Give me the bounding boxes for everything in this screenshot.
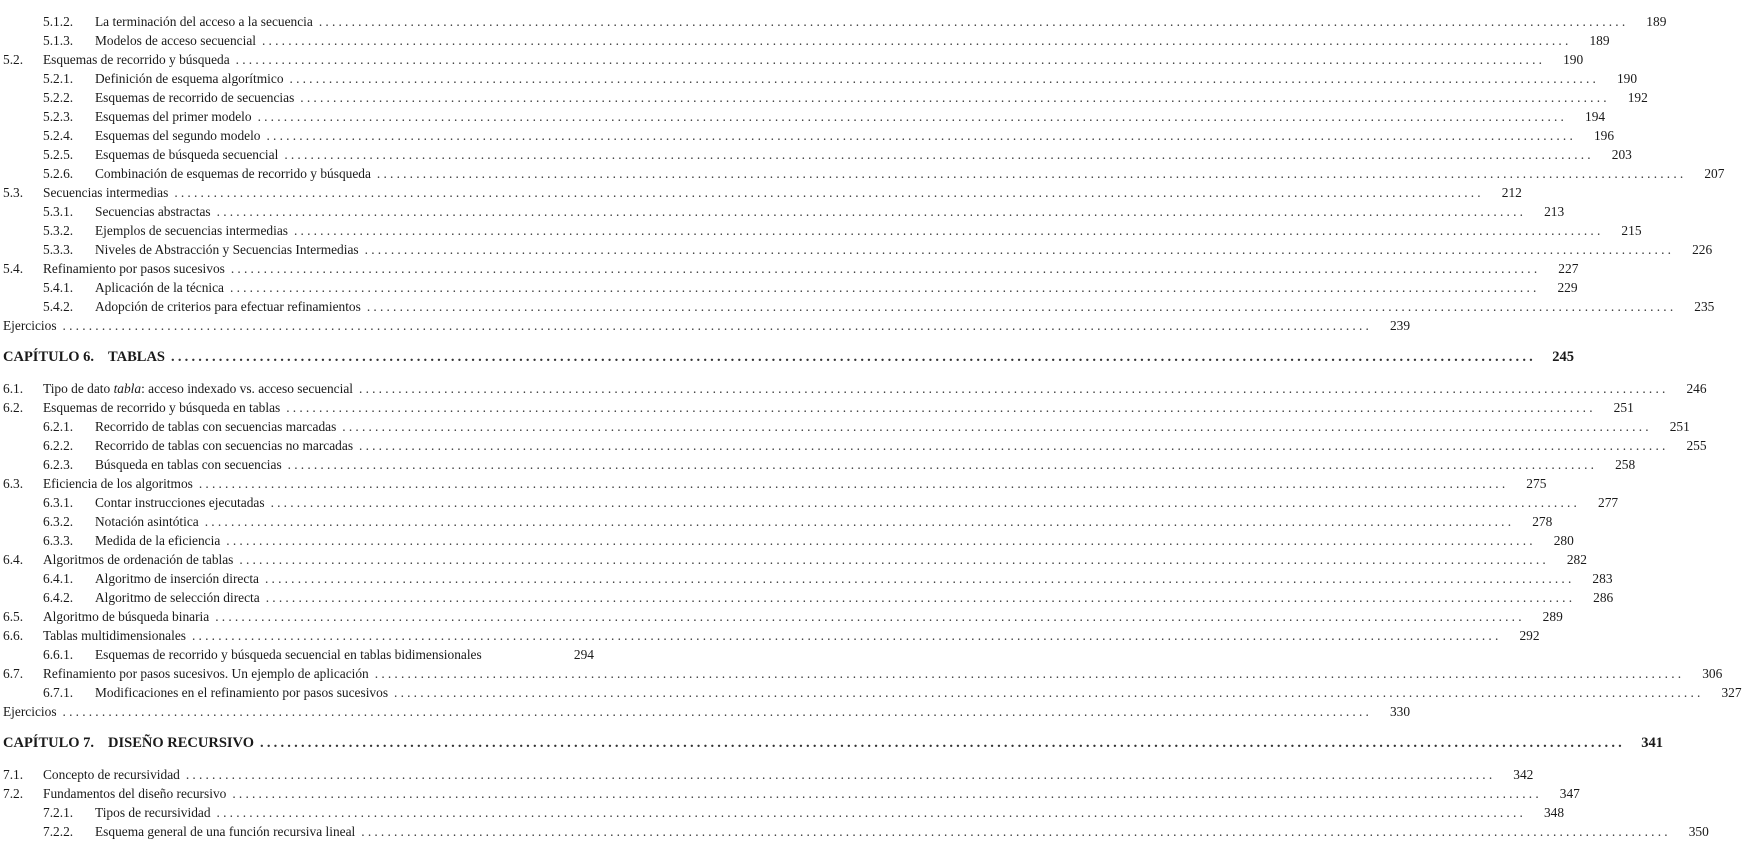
section-number: 6.2. [3,400,24,415]
page-number: 342 [1513,767,1534,782]
dot-leader: ........................................................................................................................................................................................................ [289,71,1600,86]
toc-entry [0,164,1725,183]
page-number: 275 [1526,476,1547,491]
chapter-label: CAPÍTULO 6. [3,349,95,365]
page-number: 350 [1688,824,1709,839]
toc-entry [0,607,1563,626]
dot-leader: ........................................................................................................................................................................................................ [364,242,1675,257]
title-text: Definición de esquema algorítmico [95,71,284,86]
section-title [95,512,199,531]
dot-leader: ........................................................................................................................................................................................................ [376,166,1687,181]
title-text: Algoritmo de selección directa [95,590,260,605]
title-text: Ejercicios [3,704,57,719]
section-number: 5.4.1. [43,280,74,295]
section-number: 6.4. [3,552,24,567]
title-text: Búsqueda en tablas con secuencias [95,457,282,472]
toc-entry [0,69,1638,88]
page-number: 194 [1585,109,1606,124]
dot-leader: ........................................................................................................................................................................................................ [359,381,1669,396]
dot-leader: ........................................................................................................................................................................................................ [174,185,1484,200]
title-text: Ejercicios [3,318,57,333]
section-number: 6.7. [3,666,24,681]
chapter-title [3,348,165,367]
section-number: 6.4.1. [43,571,74,586]
title-text: Fundamentos del diseño recursivo [43,786,227,801]
toc-entry [0,88,1648,107]
section-title [95,202,211,221]
section-number: 6.6.1. [43,647,74,662]
chapter-heading [0,734,1663,753]
title-text: Recorrido de tablas con secuencias no marcadas [95,438,354,453]
section-number: 5.3.2. [43,223,74,238]
dot-leader: ........................................................................................................................................................................................................ [342,419,1652,434]
exercises-entry [0,702,1411,721]
toc-entry [0,822,1709,841]
section-number: 6.7.1. [43,685,74,700]
section-title [43,183,168,202]
dot-leader: ........................................................................................................................................................................................................ [204,514,1515,529]
title-text: La terminación del acceso a la secuencia [95,14,313,29]
dot-leader: ........................................................................................................................................................................................................ [226,533,1536,548]
title-text: Contar instrucciones ejecutadas [95,495,265,510]
toc-entry [0,765,1534,784]
page-number: 286 [1593,590,1614,605]
dot-leader: ........................................................................................................................................................................................................ [215,609,1525,624]
toc-entry [0,455,1636,474]
page-number: 227 [1558,261,1579,276]
section-number: 6.2.1. [43,419,74,434]
dot-leader: ........................................................................................................................................................................................................ [239,552,1549,567]
title-emphasis: tabla [113,381,142,396]
section-title [95,588,260,607]
dot-leader: ........................................................................................................................................................................................................ [374,666,1685,681]
title-text: Esquemas del segundo modelo [95,128,261,143]
page-number: 203 [1611,147,1632,162]
dot-leader: ........................................................................................................................................................................................................ [185,767,1496,782]
section-number: 7.2. [3,786,24,801]
title-text: Esquemas del primer modelo [95,109,252,124]
page-number: 251 [1669,419,1690,434]
section-title [95,278,224,297]
section-title [43,50,230,69]
toc-entry [0,626,1540,645]
dot-leader: ........................................................................................................................................................................................................ [264,571,1575,586]
section-title [95,240,359,259]
toc-entry [0,664,1723,683]
title-text: Secuencias intermedias [43,185,169,200]
dot-leader: ........................................................................................................................................................................................................ [257,109,1568,124]
section-number: 5.2.3. [43,109,74,124]
page-number: 190 [1616,71,1638,86]
chapter-heading [0,348,1574,367]
dot-leader: ........................................................................................................................................................................................................ [366,299,1677,314]
dot-leader: ........................................................................................................................................................................................................ [300,90,1610,105]
page-number: 207 [1704,166,1725,181]
section-number: 5.2.6. [43,166,74,181]
title-text: Ejemplos de secuencias intermedias [95,223,288,238]
toc-entry [0,417,1690,436]
section-title [43,664,369,683]
page-number: 282 [1566,552,1587,567]
toc-entry [0,202,1565,221]
page-number: 258 [1615,457,1636,472]
dot-leader [488,645,556,664]
toc-entry [0,683,1742,702]
page-number: 280 [1553,533,1574,548]
page-number: 226 [1692,242,1713,257]
dot-leader: ........................................................................................................................................................................................................ [216,204,1527,219]
toc-entry [0,512,1553,531]
section-title [95,12,313,31]
dot-leader: ........................................................................................................................................................................................................ [216,805,1527,820]
page-number: 212 [1501,185,1522,200]
dot-leader: ........................................................................................................................................................................................................ [293,223,1604,238]
section-number: 7.2.2. [43,824,74,839]
dot-leader: ........................................................................................................................................................................................................ [284,147,1594,162]
section-title [95,107,252,126]
exercises-entry [0,316,1411,335]
toc-entry [0,588,1614,607]
section-title [95,645,482,664]
section-title [95,297,361,316]
page-number: 292 [1519,628,1540,643]
page-number: 215 [1621,223,1642,238]
section-title [43,626,186,645]
toc-entry [0,12,1667,31]
toc-entry [0,493,1619,512]
section-title [95,569,259,588]
toc-entry [0,784,1580,803]
page-number: 277 [1598,495,1619,510]
page-number: 306 [1702,666,1723,681]
section-number: 5.3. [3,185,24,200]
section-title [95,822,355,841]
title-text: Esquemas de recorrido de secuencias [95,90,295,105]
section-number: 6.3.3. [43,533,74,548]
section-number: 5.3.3. [43,242,74,257]
section-number: 6.2.2. [43,438,74,453]
toc-entry [0,803,1565,822]
page-number: 283 [1592,571,1613,586]
page-number: 289 [1542,609,1563,624]
section-title [43,784,226,803]
toc-entry [0,240,1713,259]
title-text: Aplicación de la técnica [95,280,225,295]
title-text: Secuencias abstractas [95,204,211,219]
title-text: Modificaciones en el refinamiento por pasos sucesivos [95,685,389,700]
dot-leader: ........................................................................................................................................................................................................ [230,280,1540,295]
section-title [95,803,211,822]
title-text: Concepto de recursividad [43,767,180,782]
toc-entry [0,50,1584,69]
section-title [95,493,265,512]
section-number: 7.2.1. [43,805,74,820]
title-text: Niveles de Abstracción y Secuencias Intermedias [95,242,359,257]
toc-entry [0,126,1615,145]
section-number: 6.6. [3,628,24,643]
title-text: Tablas multidimensionales [43,628,186,643]
toc-entry [0,31,1610,50]
section-title [43,379,353,398]
section-number: 6.3.1. [43,495,74,510]
section-number: 5.2.5. [43,147,74,162]
chapter-title [3,734,254,753]
title-text: Recorrido de tablas con secuencias marcadas [95,419,337,434]
section-number: 5.2.2. [43,90,74,105]
title-text: Tipos de recursividad [95,805,211,820]
title-text: Esquemas de búsqueda secuencial [95,147,279,162]
title-text: Refinamiento por pasos sucesivos [43,261,225,276]
section-title [95,221,288,240]
title-text: : acceso indexado vs. acceso secuencial [141,381,354,396]
dot-leader: ........................................................................................................................................................................................................ [394,685,1704,700]
toc-entry [0,474,1547,493]
title-text: Algoritmos de ordenación de tablas [43,552,234,567]
toc-entry [0,569,1613,588]
title-text: Medida de la eficiencia [95,533,221,548]
title-text: Tipo de dato [43,381,114,396]
section-title [95,69,284,88]
toc-entry [0,531,1574,550]
page-number: 239 [1389,318,1411,333]
dot-leader: ........................................................................................................................................................................................................ [62,704,1373,719]
dot-leader: ........................................................................................................................................................................................................ [230,261,1541,276]
dot-leader: ........................................................................................................................................................................................................ [359,438,1669,453]
section-title [95,531,220,550]
section-title [43,765,180,784]
title-text: Notación asintótica [95,514,199,529]
section-title [95,88,294,107]
title-text: Combinación de esquemas de recorrido y búsqueda [95,166,371,181]
section-title [43,259,225,278]
chapter-name: DISEÑO RECURSIVO [108,735,254,751]
dot-leader: ........................................................................................................................................................................................................ [198,476,1509,491]
title-text: Modelos de acceso secuencial [95,33,256,48]
dot-leader: ........................................................................................................................................................................................................ [361,824,1671,839]
toc-entry [0,259,1579,278]
section-title [43,398,280,417]
page-number: 190 [1563,52,1584,67]
dot-leader: ........................................................................................................................................................................................................ [232,786,1542,801]
section-title [95,436,353,455]
section-title [3,316,57,335]
section-number: 6.5. [3,609,24,624]
section-title [95,126,261,145]
section-number: 5.2.4. [43,128,74,143]
section-title [95,31,256,50]
section-title [95,164,371,183]
dot-leader: ........................................................................................................................................................................................................ [62,318,1373,333]
section-number: 5.3.1. [43,204,74,219]
page-number: 189 [1646,14,1667,29]
page-number: 348 [1543,805,1565,820]
section-number: 5.2. [3,52,24,67]
toc-entry [0,145,1632,164]
toc-entry [0,278,1578,297]
section-number: 7.1. [3,767,24,782]
page-number: 327 [1721,685,1742,700]
section-number: 5.4. [3,261,24,276]
section-title [95,683,388,702]
page-number: 347 [1559,786,1580,801]
toc-entry [0,550,1587,569]
dot-leader: ........................................................................................................................................................................................................ [265,590,1576,605]
dot-leader: ........................................................................................................................................................................................................ [171,349,1536,365]
page-number: 255 [1686,438,1707,453]
page-number: 192 [1627,90,1648,105]
section-number: 5.1.3. [43,33,74,48]
section-title [95,455,282,474]
section-number: 6.4.2. [43,590,74,605]
page-number: 294 [573,647,594,662]
title-text: Esquemas de recorrido y búsqueda en tablas [43,400,281,415]
page-number: 189 [1589,33,1610,48]
section-title [95,417,336,436]
page-number: 246 [1686,381,1707,396]
section-number: 6.2.3. [43,457,74,472]
section-title [3,702,57,721]
title-text: Esquemas de recorrido y búsqueda secuencial en tablas bidimensionales [95,647,482,662]
section-number: 5.1.2. [43,14,74,29]
page-number: 196 [1593,128,1615,143]
section-title [95,145,278,164]
toc-entry [0,107,1606,126]
section-number: 5.4.2. [43,299,74,314]
title-text: Esquemas de recorrido y búsqueda [43,52,230,67]
page-number: 330 [1389,704,1411,719]
title-text: Esquema general de una función recursiva lineal [95,824,356,839]
chapter-name: TABLAS [108,349,165,365]
toc-entry [0,398,1634,417]
toc-entry [0,183,1522,202]
section-number: 6.1. [3,381,24,396]
toc-entry [0,297,1715,316]
dot-leader: ........................................................................................................................................................................................................ [318,14,1629,29]
section-title [43,607,209,626]
dot-leader: ........................................................................................................................................................................................................ [287,457,1598,472]
dot-leader: ........................................................................................................................................................................................................ [262,33,1572,48]
dot-leader: ........................................................................................................................................................................................................ [235,52,1546,67]
title-text: Algoritmo de inserción directa [95,571,259,586]
toc-entry [0,645,594,664]
section-number: 6.3.2. [43,514,74,529]
chapter-label: CAPÍTULO 7. [3,735,95,751]
dot-leader: ........................................................................................................................................................................................................ [260,735,1625,751]
title-text: Refinamiento por pasos sucesivos. Un ejemplo de aplicación [43,666,369,681]
section-title [43,550,233,569]
page-number: 245 [1552,349,1574,365]
title-text: Algoritmo de búsqueda binaria [43,609,210,624]
title-text: Adopción de criterios para efectuar refinamientos [95,299,361,314]
page-number: 341 [1641,735,1663,751]
page-number: 229 [1557,280,1578,295]
toc-entry [0,379,1707,398]
section-number: 6.3. [3,476,24,491]
page-number: 251 [1613,400,1634,415]
title-text: Eficiencia de los algoritmos [43,476,193,491]
dot-leader: ........................................................................................................................................................................................................ [270,495,1581,510]
toc-entry [0,221,1642,240]
page-number: 213 [1544,204,1565,219]
dot-leader: ........................................................................................................................................................................................................ [266,128,1577,143]
section-number: 5.2.1. [43,71,74,86]
page-number: 278 [1532,514,1553,529]
toc-entry [0,436,1707,455]
dot-leader: ........................................................................................................................................................................................................ [192,628,1502,643]
page-number: 235 [1694,299,1715,314]
section-title [43,474,193,493]
dot-leader: ........................................................................................................................................................................................................ [286,400,1596,415]
